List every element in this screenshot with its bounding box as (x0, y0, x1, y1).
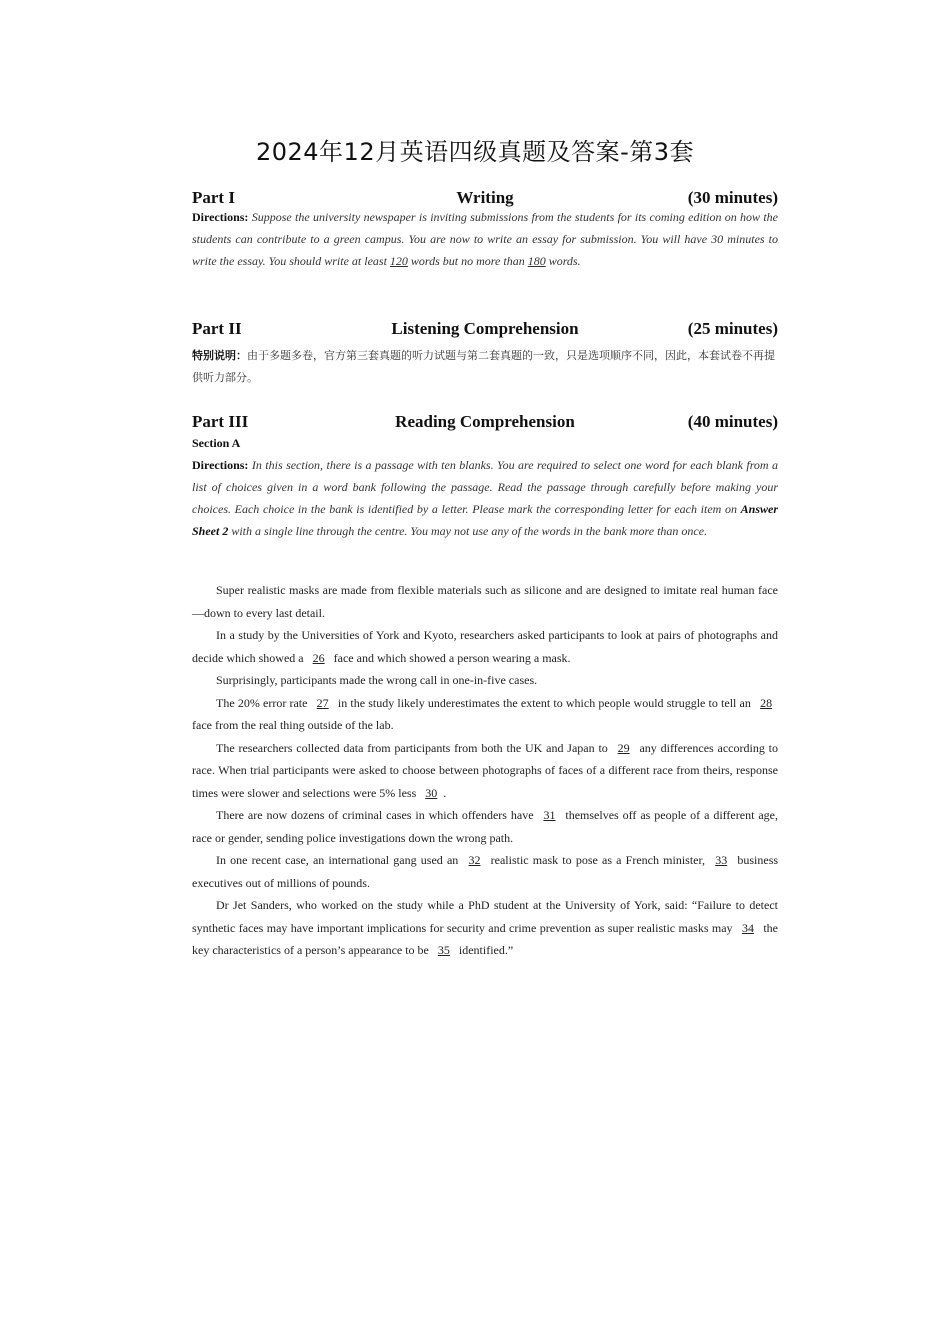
part1-directions (192, 206, 778, 272)
paragraph-text: In a study by the Universities of York and Kyoto, researchers asked participants to look at pairs of photographs and decide which showed a (192, 628, 778, 665)
part3-label: Part III (192, 412, 249, 431)
paragraph-text: Super realistic masks are made from flexible materials such as silicone and are designed to imitate real human face—down to every last detail. (192, 583, 778, 620)
part3-name: Reading Comprehension (395, 412, 575, 431)
paragraph-text: business executives out of millions of pounds. (192, 853, 779, 890)
paragraph-text: face from the real thing outside of the lab. (192, 718, 394, 732)
directions-text: with a single line through the centre. You may not use any of the words in the bank more than once. (231, 524, 708, 538)
blank-33: 33 (715, 853, 728, 867)
paragraph (192, 804, 778, 849)
blank-27: 27 (316, 695, 329, 710)
part1-time: (30 minutes) (687, 188, 778, 207)
document-title: 2024年12月英语四级真题及答案-第3套 (255, 138, 695, 166)
paragraph (192, 894, 778, 962)
part3-directions (192, 454, 778, 542)
paragraph-text: There are now dozens of criminal cases in which offenders have (216, 808, 534, 822)
paragraph (192, 579, 778, 624)
paragraph-text: Dr Jet Sanders, who worked on the study while a PhD student at the University of York, said: “Failure to detect synthetic faces may have important implications for security and crime prevention as super realistic masks may (192, 898, 778, 935)
paragraph (192, 669, 778, 692)
paragraph (192, 737, 778, 805)
paragraph-text: identified.” (458, 943, 514, 957)
paragraph-text: Surprisingly, participants made the wrong call in one-in-five cases. (216, 673, 538, 687)
blank-34: 34 (741, 920, 754, 935)
paragraph-text: realistic mask to pose as a French minister, (490, 853, 705, 867)
part3-time: (40 minutes) (687, 412, 778, 431)
part2-note (192, 345, 782, 389)
reading-passage (192, 579, 778, 962)
paragraph (192, 692, 778, 737)
min-words: 120 (389, 254, 408, 268)
blank-35: 35 (437, 943, 450, 957)
directions-text: words but no more than (410, 254, 525, 268)
paragraph-text: In one recent case, an international gang used an (216, 853, 459, 867)
blank-30: 30 (425, 785, 438, 800)
part1-name: Writing (456, 188, 514, 207)
paragraph-text: in the study likely underestimates the extent to which people would struggle to tell an (337, 695, 751, 710)
paragraph-text: any differences according to race. When trial participants were asked to choose between photographs of faces of a different race from theirs, response times were slower and selections were 5% less (192, 740, 778, 800)
paragraph (192, 624, 778, 669)
directions-text: words. (548, 254, 581, 268)
paragraph (192, 849, 778, 894)
directions-text: Suppose the university newspaper is inviting submissions from the students for its coming edition on how the students can contribute to a green campus. You are now to write an essay for submission. You will have 30 minutes to write the essay. You should write at least (192, 210, 779, 268)
blank-28: 28 (760, 695, 773, 710)
directions-label: Directions: (192, 210, 249, 224)
paragraph-text: themselves off as people of a different age, race or gender, sending police investigations down the wrong path. (192, 808, 778, 845)
blank-31: 31 (543, 808, 556, 822)
section-label: Section A (192, 436, 241, 450)
answer-sheet-label: Answer Sheet 2 (192, 502, 779, 538)
part1-label: Part I (192, 188, 235, 207)
part3-header (192, 412, 778, 436)
paragraph-text: The researchers collected data from participants from both the UK and Japan to (216, 740, 608, 755)
part2-name: Listening Comprehension (391, 319, 579, 338)
directions-text: In this section, there is a passage with ten blanks. You are required to select one word for each blank from a list of choices given in a word bank following the passage. Read the passage through carefully before making your choices. Each choice in the bank is identified by a letter. Please mark the corresponding letter for each item on (192, 458, 779, 516)
note-label: 特别说明： (192, 349, 247, 362)
part2-header (192, 319, 778, 343)
blank-29: 29 (617, 740, 630, 755)
note-text: 由于多题多卷，官方第三套真题的听力试题与第二套真题的一致，只是选项顺序不同，因此，本套试卷不再提供听力部分。 (192, 349, 775, 384)
directions-label: Directions: (192, 458, 249, 472)
blank-32: 32 (468, 853, 481, 867)
paragraph-text: . (443, 785, 447, 800)
part2-label: Part II (192, 319, 242, 338)
paragraph-text: The 20% error rate (216, 695, 308, 710)
paragraph-text: face and which showed a person wearing a mask. (333, 650, 571, 665)
max-words: 180 (527, 254, 546, 268)
blank-26: 26 (312, 650, 325, 665)
paragraph-text: the key characteristics of a person’s appearance to be (192, 920, 779, 957)
part2-time: (25 minutes) (687, 319, 778, 338)
